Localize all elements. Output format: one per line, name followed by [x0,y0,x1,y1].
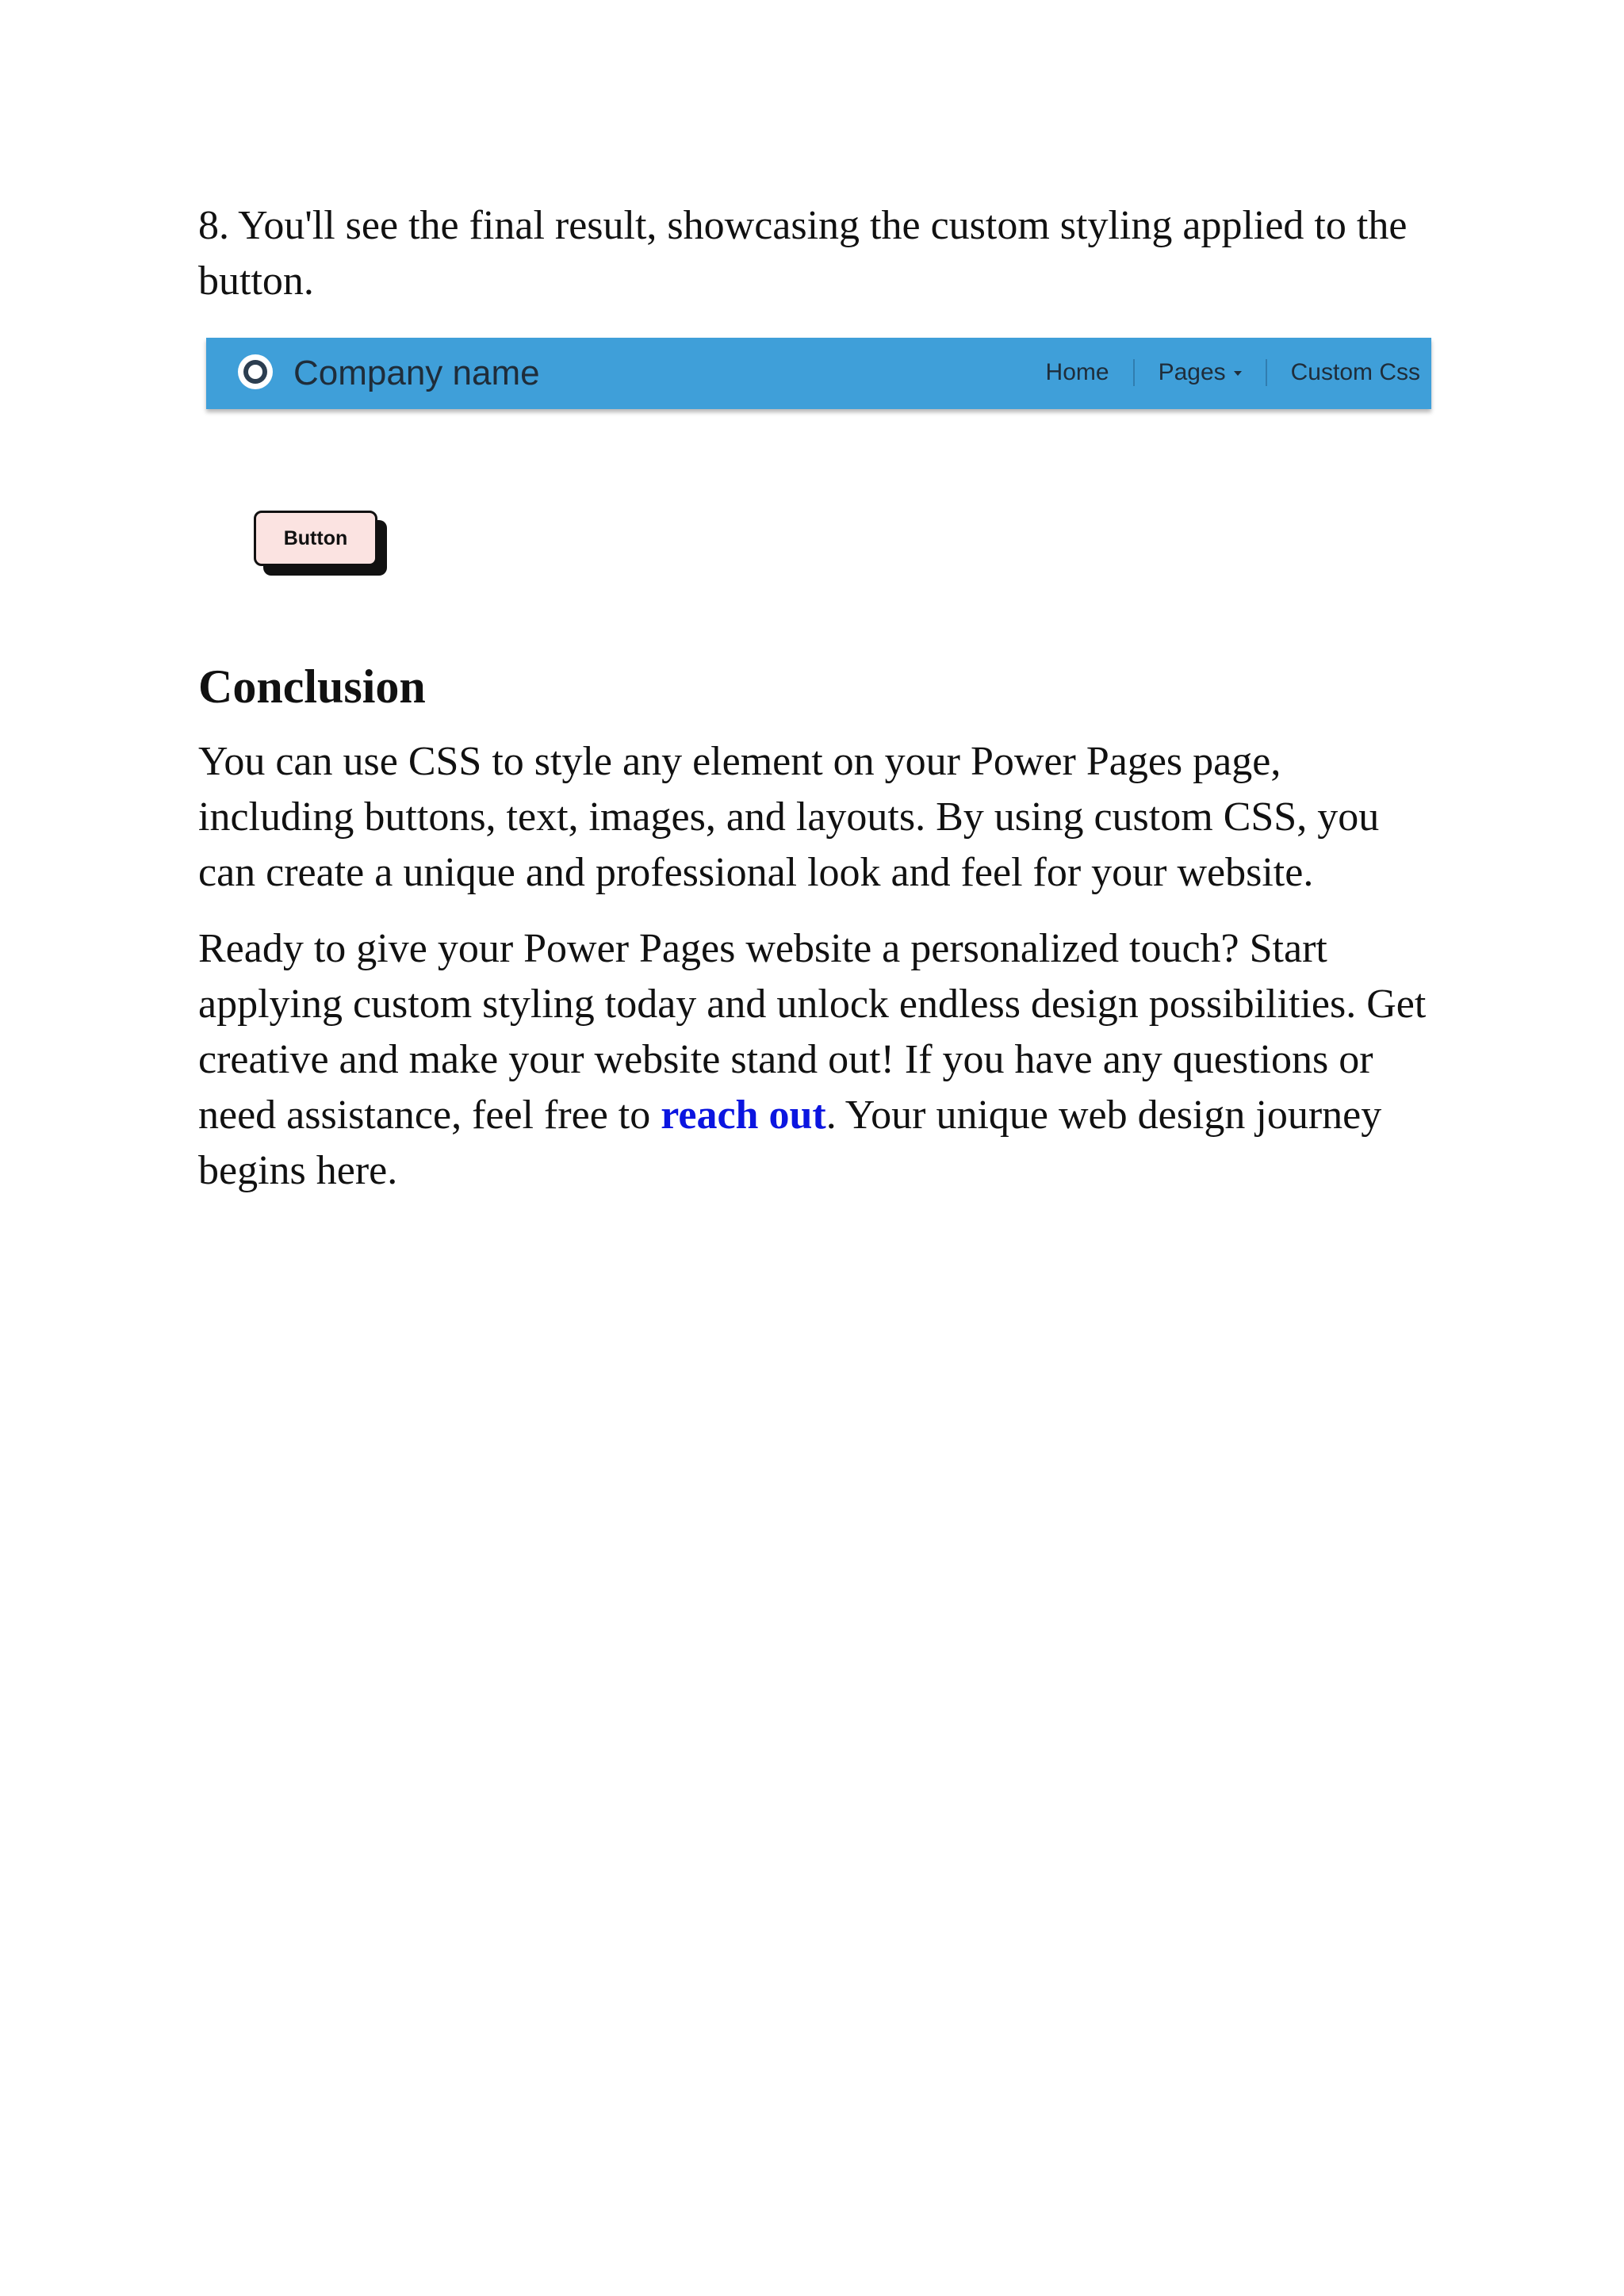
result-screenshot [206,338,1431,599]
conclusion-paragraph-2 [198,921,1435,1199]
nav-item-home: Home [1045,359,1109,385]
nav-links [1022,357,1420,388]
page-content [198,198,1435,1199]
nav-item-pages-label: Pages [1158,359,1226,385]
brand-logo-icon [238,354,273,389]
styled-demo-button: Button [254,511,377,566]
nav-item-pages [1135,357,1266,388]
nav-separator [1266,359,1267,386]
nav-separator [1133,359,1135,386]
site-navbar [206,338,1431,409]
conclusion-paragraph-1: You can use CSS to style any element on your Power Pages page, including buttons, text, images, and layouts. By using custom CSS, you can create a unique and professional look and feel for your website. [198,739,1380,895]
paragraph-2-text-end: . Your unique web design journey begins here. [198,1093,1382,1193]
paragraph-2-text-start: Ready to give your Power Pages website a personalized touch? Start applying custom styling today and unlock endless design possibilities. Get creative and make your website stand out! If you have any questions or need assistance, feel free to [198,926,1427,1138]
conclusion-heading: Conclusion [198,660,426,713]
nav-item-custom-css: Custom Css [1290,359,1420,385]
reach-out-link[interactable]: reach out [661,1093,826,1138]
styled-button-wrap [254,511,396,582]
brand-name: Company name [293,354,540,392]
caret-down-icon [1234,371,1242,376]
step-8-text: 8. You'll see the final result, showcasing the custom styling applied to the button. [198,203,1408,304]
